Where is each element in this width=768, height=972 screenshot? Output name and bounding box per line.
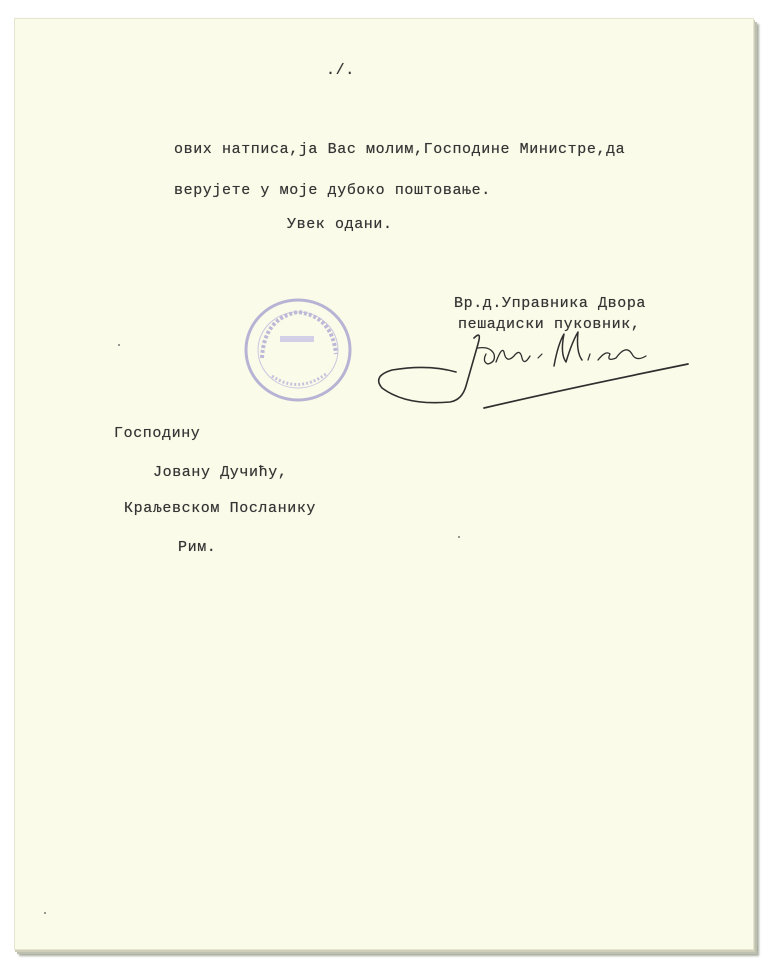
- library-stamp: [242, 296, 354, 409]
- closing-line: Увек одани.: [287, 216, 393, 233]
- address-position: Краљевском Посланику: [124, 500, 317, 517]
- paper-speck: [118, 344, 120, 346]
- signature-title: Вр.д.Управника Двора: [454, 295, 647, 312]
- body-line-2: верујете у моје дубоко поштовање.: [174, 182, 491, 199]
- address-city: Рим.: [178, 539, 217, 556]
- handwritten-signature: [370, 328, 700, 423]
- address-salutation: Господину: [114, 425, 201, 442]
- paper-speck: [458, 536, 460, 538]
- paper-speck: [44, 912, 46, 914]
- address-name: Јовану Дучићу,: [153, 464, 288, 481]
- signature-rank: пешадиски пуковник,: [458, 316, 641, 333]
- page-marker: ./.: [326, 62, 355, 79]
- body-line-1: ових натписа,ја Вас молим,Господине Министре,да: [174, 141, 626, 158]
